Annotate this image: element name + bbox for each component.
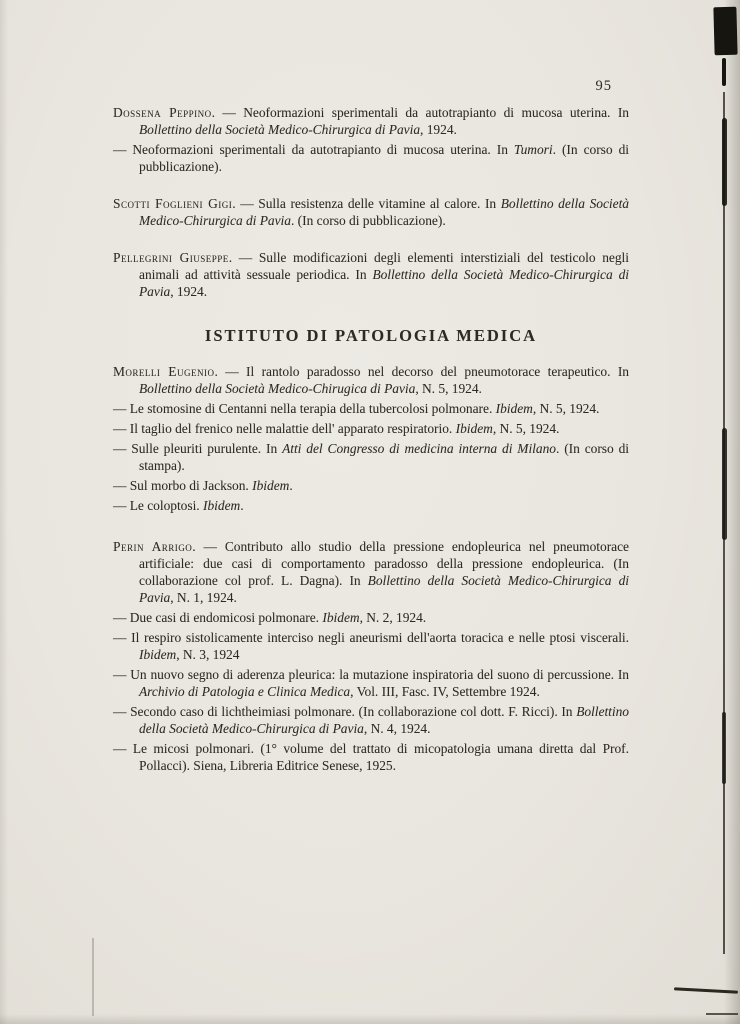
entry-text-before: — Due casi di endomicosi polmonare. <box>113 610 323 625</box>
journal-title: Bollettino della Società Medico-Chirurgica di Pavia <box>139 196 629 228</box>
bibliography-entry <box>113 497 629 514</box>
entry-text-after: . <box>240 498 244 513</box>
entry-text-before: — Un nuovo segno di aderenza pleurica: la mutazione inspiratoria del suono di percussione. In <box>113 667 629 682</box>
bibliography-entry <box>113 740 629 774</box>
journal-title: Tumori <box>513 142 553 157</box>
journal-title: Ibidem <box>322 610 360 625</box>
journal-title: Atti del Congresso di medicina interna di Milano <box>282 441 556 456</box>
bibliography-entry <box>113 141 629 175</box>
bibliography-entry <box>113 363 629 397</box>
entry-text-before: — Secondo caso di lichtheimiasi polmonare. (In collaborazione col dott. F. Ricci). In <box>113 704 577 719</box>
scan-artifact-left-fold-line <box>92 938 94 1016</box>
entry-text-before: — Le coloptosi. <box>113 498 204 513</box>
entry-text-before: — Sul morbo di Jackson. <box>113 478 253 493</box>
entry-text-before: — Il respiro sistolicamente interciso negli aneurismi dell'aorta toracica e nelle ptosi viscerali. <box>113 630 629 645</box>
entry-text-before: . — Contributo allo studio della pressione endopleurica nel pneumotorace artificiale: due casi di comportamento paradosso della pressione endopleurica. (In collaborazione col prof. L. Dagna). In <box>139 539 629 588</box>
scan-artifact-right-blob-2 <box>722 428 727 540</box>
scan-artifact-top-right-block <box>713 7 737 56</box>
entry-text-after: , 1924. <box>420 122 457 137</box>
journal-title: Ibidem <box>495 401 533 416</box>
journal-title: Ibidem <box>455 421 493 436</box>
scan-artifact-right-blob-1 <box>722 118 727 206</box>
author-name: Morelli Eugenio <box>113 364 215 379</box>
entry-text-after: . (In corso di pubblicazione). <box>139 142 629 174</box>
entry-text-before: . — Sulle modificazioni degli elementi interstiziali del testicolo negli animali ad attività sessuale periodica. In <box>139 250 629 282</box>
author-name: Pellegrini Giuseppe <box>113 250 229 265</box>
entry-text-after: , N. 5, 1924. <box>532 401 600 416</box>
entry-text-after: . (In corso di pubblicazione). <box>290 213 446 228</box>
entry-text-before: — Sulle pleuriti purulente. In <box>113 441 283 456</box>
bibliography-entry <box>113 703 629 737</box>
bibliography-entry <box>113 440 629 474</box>
scan-artifact-bottom-right-mark <box>706 1013 738 1015</box>
entry-text-after: . <box>289 478 293 493</box>
page-number: 95 <box>595 78 612 94</box>
bibliography-entry <box>113 400 629 417</box>
bibliography-entry <box>113 420 629 437</box>
journal-title: Bollettino della Società Medico-Chirugica di Pavia <box>139 381 416 396</box>
bibliography <box>113 104 629 777</box>
journal-title: Bollettino della Società Medico-Chirurgica di Pavia <box>139 704 629 736</box>
entry-text-after: , N. 2, 1924. <box>359 610 427 625</box>
bibliography-entry <box>113 477 629 494</box>
bibliography-entry <box>113 249 629 300</box>
entry-text-before: — Le stomosine di Centanni nella terapia della tubercolosi polmonare. <box>113 401 496 416</box>
entry-text-after: , N. 3, 1924 <box>176 647 240 662</box>
entry-text-after: . (In corso di stampa). <box>139 441 629 473</box>
entry-text-before: — Le micosi polmonari. (1° volume del trattato di micopatologia umana diretta dal Prof. Pollacci). Siena, Libreria Editrice Senese, 1925. <box>113 741 629 773</box>
entry-text-after: , N. 5, 1924. <box>415 381 482 396</box>
journal-title: Ibidem <box>139 647 177 662</box>
entry-text-after: , N. 5, 1924. <box>492 421 560 436</box>
bibliography-entry <box>113 629 629 663</box>
scan-artifact-right-blob-3 <box>722 712 726 784</box>
entry-text-after: , 1924. <box>170 284 208 299</box>
entry-text-after: , N. 4, 1924. <box>363 721 431 736</box>
entry-text-before: . — Neoformazioni sperimentali da autotrapianto di mucosa uterina. In <box>211 105 629 120</box>
scan-edge-shadow-bottom <box>0 1014 740 1024</box>
scan-artifact-right-line-short <box>722 58 726 86</box>
section-heading: ISTITUTO DI PATOLOGIA MEDICA <box>204 326 538 345</box>
entry-text-before: . — Sulla resistenza delle vitamine al calore. In <box>232 196 501 211</box>
entry-text-after: , Vol. III, Fasc. IV, Settembre 1924. <box>350 684 540 699</box>
bibliography-entry <box>113 538 629 606</box>
entry-text-before: — Il taglio del frenico nelle malattie dell' apparato respiratorio. <box>113 421 456 436</box>
journal-title: Archivio di Patologia e Clinica Medica <box>139 684 351 699</box>
bibliography-entry <box>113 609 629 626</box>
journal-title: Bollettino della Società Medico-Chirurgica di Pavia <box>139 122 421 137</box>
journal-title: Bollettino della Società Medico-Chirurgica di Pavia <box>139 573 629 605</box>
entry-text-after: , N. 1, 1924. <box>170 590 237 605</box>
author-name: Perin Arrigo <box>113 539 193 554</box>
scan-edge-shadow-left <box>0 0 8 1024</box>
entry-text-before: — Neoformazioni sperimentali da autotrapianto di mucosa uterina. In <box>113 142 514 157</box>
bibliography-entry <box>113 195 629 229</box>
author-name: Scotti Foglieni Gigi <box>113 196 233 211</box>
bibliography-entry <box>113 666 629 700</box>
journal-title: Ibidem <box>252 478 290 493</box>
journal-title: Bollettino della Società Medico-Chirurgica di Pavia <box>139 267 629 299</box>
author-name: Dossena Peppino <box>113 105 212 120</box>
journal-title: Ibidem <box>203 498 241 513</box>
bibliography-entry <box>113 104 629 138</box>
entry-text-before: . — Il rantolo paradosso nel decorso del pneumotorace terapeutico. In <box>214 364 629 379</box>
